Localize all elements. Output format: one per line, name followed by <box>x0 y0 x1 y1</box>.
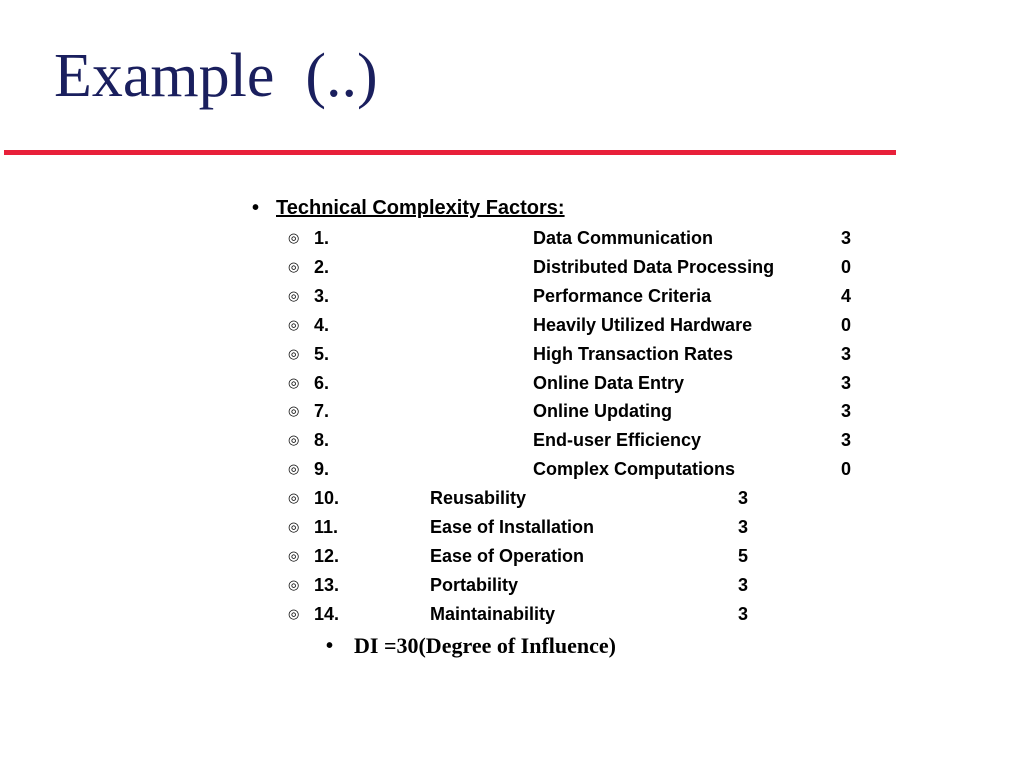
factor-value: 0 <box>841 314 852 335</box>
factor-row <box>0 515 1024 539</box>
factor-marker-icon: ◎ <box>288 576 300 592</box>
factor-value: 3 <box>841 343 852 364</box>
factor-value: 0 <box>841 459 852 480</box>
factor-row <box>0 399 1024 423</box>
factor-marker-icon: ◎ <box>288 287 300 303</box>
factor-number: 14. <box>314 603 340 624</box>
factor-name: Portability <box>430 574 519 595</box>
factor-number: 11. <box>314 517 339 537</box>
summary-text: DI =30(Degree of Influence) <box>354 633 617 658</box>
factor-name: End-user Efficiency <box>533 430 702 451</box>
factor-name: Ease of Operation <box>430 545 585 566</box>
factor-name: Distributed Data Processing <box>533 256 775 277</box>
heading-text: Technical Complexity Factors: <box>276 197 565 219</box>
factor-number: 7. <box>314 401 330 422</box>
summary-bullet: • <box>326 635 334 657</box>
factor-number: 3. <box>314 285 330 306</box>
factor-value: 3 <box>841 430 852 451</box>
factor-number: 9. <box>314 459 330 480</box>
factor-name: High Transaction Rates <box>533 343 734 364</box>
slide-title: Example (..) <box>54 42 378 110</box>
factor-marker-icon: ◎ <box>288 316 300 332</box>
factor-number: 4. <box>314 314 330 335</box>
factor-name: Data Communication <box>533 228 714 248</box>
factor-row <box>0 573 1024 597</box>
factor-value: 3 <box>738 603 749 624</box>
factor-number: 8. <box>314 430 330 451</box>
factor-name: Complex Computations <box>533 459 736 480</box>
factor-number: 13. <box>314 574 340 595</box>
factor-row <box>0 342 1024 366</box>
factor-name: Ease of Installation <box>430 517 595 537</box>
factor-marker-icon: ◎ <box>288 605 300 621</box>
factor-value: 4 <box>841 285 852 306</box>
factor-number: 2. <box>314 256 330 277</box>
factor-number: 1. <box>314 228 330 248</box>
factor-name: Online Updating <box>533 401 672 422</box>
factor-row <box>0 602 1024 626</box>
factor-value: 5 <box>738 545 749 566</box>
factor-name: Online Data Entry <box>533 372 685 393</box>
factor-marker-icon: ◎ <box>288 432 300 448</box>
factor-row <box>0 457 1024 481</box>
factor-value: 3 <box>841 372 852 393</box>
factor-marker-icon: ◎ <box>288 490 300 506</box>
factor-marker-icon: ◎ <box>288 547 300 563</box>
factor-number: 6. <box>314 372 330 393</box>
factor-row <box>0 544 1024 568</box>
factor-marker-icon: ◎ <box>288 258 300 274</box>
heading-bullet: • <box>252 197 260 219</box>
factor-marker-icon: ◎ <box>288 403 300 419</box>
factor-marker-icon: ◎ <box>288 374 300 390</box>
factor-row <box>0 255 1024 279</box>
factor-row <box>0 313 1024 337</box>
factor-row <box>0 371 1024 395</box>
factor-row <box>0 226 1024 250</box>
factor-value: 3 <box>738 488 749 509</box>
factor-value: 3 <box>738 574 749 595</box>
factor-marker-icon: ◎ <box>288 519 300 534</box>
factor-value: 3 <box>841 228 852 248</box>
factor-row <box>0 486 1024 510</box>
factor-marker-icon: ◎ <box>288 345 300 361</box>
factor-row <box>0 284 1024 308</box>
factor-number: 10. <box>314 488 340 509</box>
title-divider <box>4 150 896 155</box>
factor-name: Heavily Utilized Hardware <box>533 314 753 335</box>
factor-name: Reusability <box>430 488 527 509</box>
factor-name: Maintainability <box>430 603 556 624</box>
factor-number: 5. <box>314 343 330 364</box>
factor-value: 3 <box>841 401 852 422</box>
factor-number: 12. <box>314 545 340 566</box>
factor-value: 3 <box>738 517 749 537</box>
factor-row <box>0 428 1024 452</box>
factor-marker-icon: ◎ <box>288 461 300 477</box>
factor-name: Performance Criteria <box>533 285 712 306</box>
factor-value: 0 <box>841 256 852 277</box>
factor-marker-icon: ◎ <box>288 230 300 245</box>
